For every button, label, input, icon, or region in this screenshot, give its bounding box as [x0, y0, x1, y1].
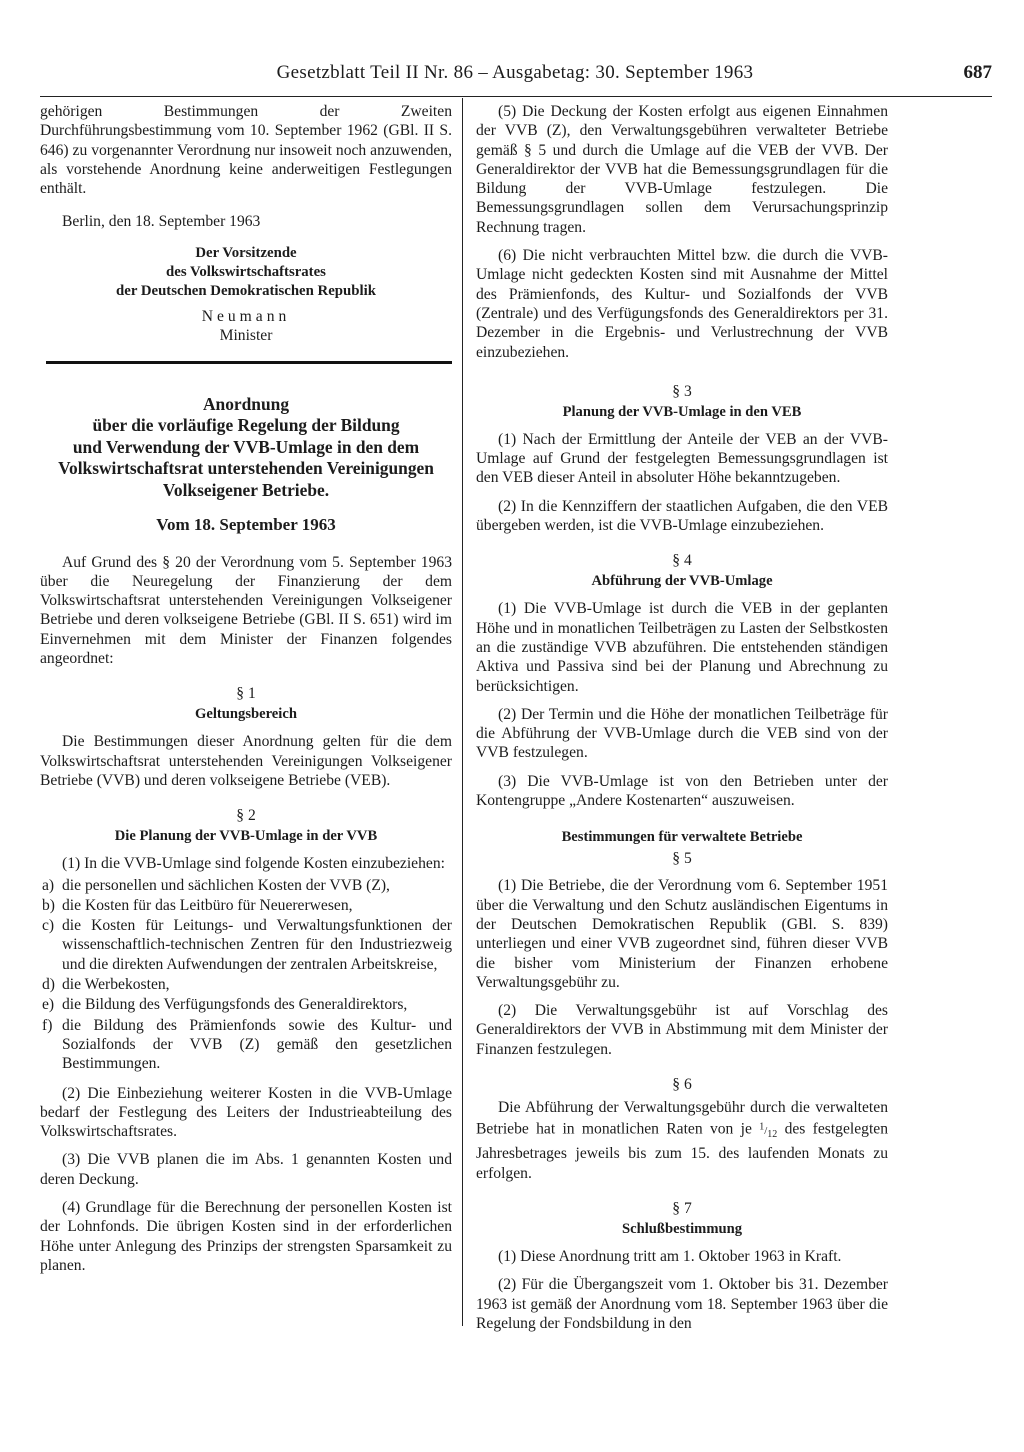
cost-list: [40, 876, 452, 1074]
list-item: [40, 896, 452, 915]
list-item-text: die Kosten für Leitungs- und Verwaltungsfunktionen der wissenschaftlich-technischen Zentren für den Industriezweig und die direkten Aufwendungen der zentralen Arbeitskreise,: [62, 917, 452, 973]
signatory-name: Neumann: [201, 307, 291, 325]
place-date: Berlin, den 18. September 1963: [62, 213, 261, 231]
section-3-para-1: (1) Nach der Ermittlung der Anteile der VEB an der VVB-Umlage auf Grund der festgelegten Bemessungsgrundlagen ist den VEB dieser Anteil in absoluter Höhe bekanntzugeben.: [476, 430, 888, 487]
list-item-label: a): [42, 876, 55, 894]
ordinance-title-line2: über die vorläufige Regelung der Bildung: [92, 415, 400, 436]
section-2-para-4: (4) Grundlage für die Berechnung der personellen Kosten ist der Lohnfonds. Die übrigen Kosten sind in der erforderlichen Höhe unter Anlegung des Prinzips der strengsten Sparsamkeit zu planen.: [40, 1199, 452, 1274]
section-1-title: Geltungsbereich: [195, 706, 297, 723]
ordinance-title: [40, 394, 452, 502]
list-item-label: e): [42, 996, 55, 1014]
left-column: [40, 102, 452, 1284]
intro-continuation: gehörigen Bestimmungen der Zweiten Durchführungsbestimmung vom 10. September 1962 (GBl. II S. 646) zu vorgenannter Verordnung nur insoweit noch anzuwenden, als vorstehende Anordnung keine anderweitigen Festlegungen enthält.: [40, 103, 452, 198]
right-column: [476, 102, 888, 1342]
list-item: [40, 916, 452, 974]
preamble: Auf Grund des § 20 der Verordnung vom 5. September 1963 über die Neuregelung der Finanzierung der dem Volkswirtschaftsrat unterstehenden Vereinigungen Volkseigener Betriebe und deren volkseigene Betriebe (GBl. II S. 651) wird im Einvernehmen mit dem Minister der Finanzen folgendes angeordnet:: [40, 553, 452, 668]
signatory-line2: des Volkswirtschaftsrates: [166, 263, 326, 280]
section-3-number: § 3: [672, 382, 692, 400]
section-7-number: § 7: [672, 1200, 692, 1218]
page-header: [40, 62, 992, 97]
gazette-title: Gesetzblatt Teil II Nr. 86 – Ausgabetag: 30. September 1963: [276, 62, 754, 83]
list-item: [40, 1016, 452, 1074]
section-2-para-1: (1) In die VVB-Umlage sind folgende Kosten einzubeziehen:: [62, 855, 445, 873]
section-2-para-3: (3) Die VVB planen die im Abs. 1 genannten Kosten und deren Deckung.: [40, 1151, 452, 1188]
section-4-para-1: (1) Die VVB-Umlage ist durch die VEB in der geplanten Höhe und in monatlichen Teilbeträgen zu Lasten der Selbstkosten an die zuständige VVB abzuführen. Die entstehenden ständigen Aktiva und Passiva sind bei der Planung und Abrechnung zu berücksichtigen.: [476, 600, 888, 695]
section-6-text-before: Die Abführung der Verwaltungsgebühr durch die verwalteten Betriebe hat in monatlichen Raten von je: [476, 1098, 888, 1138]
section-rule: [46, 361, 452, 364]
ordinance-title-line5: Volkseigener Betriebe.: [162, 479, 330, 500]
signatory-block: [40, 244, 452, 301]
section-2-title: Die Planung der VVB-Umlage in der VVB: [114, 828, 378, 845]
section-6-text-after: des festgelegten Jahresbetrages jeweils bis zum 15. des laufenden Monats zu erfolgen.: [476, 1120, 888, 1182]
section-1-number: § 1: [236, 685, 256, 703]
section-7-para-1: (1) Diese Anordnung tritt am 1. Oktober 1963 in Kraft.: [498, 1248, 842, 1266]
list-item-label: b): [42, 896, 55, 914]
signatory-role: Minister: [219, 326, 273, 344]
list-item-label: f): [42, 1016, 53, 1034]
list-item: [40, 995, 452, 1014]
page-number: 687: [963, 62, 992, 83]
fraction-denominator: 12: [767, 1129, 778, 1141]
section-2-number: § 2: [236, 807, 256, 825]
section-3-title: Planung der VVB-Umlage in den VEB: [562, 403, 802, 420]
ordinance-title-line4: Volkswirtschaftsrat unterstehenden Vereinigungen: [58, 458, 434, 479]
list-item: [40, 876, 452, 895]
fraction-numerator: 1: [759, 1121, 765, 1133]
list-item-text: die personellen und sächlichen Kosten der VVB (Z),: [62, 876, 390, 894]
list-item: [40, 975, 452, 994]
section-1-text: Die Bestimmungen dieser Anordnung gelten für die dem Volkswirtschaftsrat unterstehenden Vereinigungen Volkseigener Betriebe (VVB) und deren volkseigene Betriebe (VEB).: [40, 733, 452, 789]
ordinance-title-line3: und Verwendung der VVB-Umlage in den dem: [72, 436, 420, 457]
section-5-para-2: (2) Die Verwaltungsgebühr ist auf Vorschlag des Generaldirektors der VVB in Abstimmung mit dem Minister der Finanzen festzulegen.: [476, 1002, 888, 1058]
section-2-para-6: (6) Die nicht verbrauchten Mittel bzw. die durch die VVB-Umlage nicht gedeckten Kosten sind mit Ausnahme der Mittel des Prämienfonds, des Kultur- und Sozialfonds der VVB (Zentrale) und des Verfügungsfonds des Generaldirektors per 31. Dezember in die Ergebnis- und Verlustrechnung der VVB einzubeziehen.: [476, 247, 888, 361]
signatory-line1: Der Vorsitzende: [195, 244, 297, 261]
fraction-one-twelfth: 1/12: [759, 1121, 778, 1141]
list-item-text: die Bildung des Verfügungsfonds des Generaldirektors,: [62, 996, 408, 1014]
section-3-para-2: (2) In die Kennziffern der staatlichen Aufgaben, die den VEB übergeben werden, ist die VVB-Umlage einzubeziehen.: [476, 497, 888, 535]
section-7-title: Schlußbestimmung: [621, 1221, 743, 1238]
list-item-text: die Kosten für das Leitbüro für Neuererwesen,: [62, 896, 353, 914]
section-4-para-2: (2) Der Termin und die Höhe der monatlichen Teilbeträge für die Abführung der VVB-Umlage durch die VEB sind von der VVB festzulegen.: [476, 705, 888, 762]
ordinance-date: Vom 18. September 1963: [156, 515, 336, 535]
section-6-number: § 6: [672, 1075, 692, 1093]
section-5-number: § 5: [672, 850, 692, 868]
section-5-heading: Bestimmungen für verwaltete Betriebe: [561, 829, 803, 846]
section-6-text: [476, 1098, 888, 1183]
section-2-para-2: (2) Die Einbeziehung weiterer Kosten in die VVB-Umlage bedarf der Festlegung des Leiters der Industrieabteilung des Volkswirtschaftsrates.: [40, 1084, 452, 1141]
signatory-line3: der Deutschen Demokratischen Republik: [116, 282, 376, 299]
column-divider: [462, 98, 463, 1326]
ordinance-title-line1: Anordnung: [202, 393, 290, 414]
section-4-title: Abführung der VVB-Umlage: [591, 573, 773, 590]
section-7-para-2: (2) Für die Übergangszeit vom 1. Oktober bis 31. Dezember 1963 ist gemäß der Anordnung vom 18. September 1963 über die Regelung der Fondsbildung in den: [476, 1276, 888, 1332]
list-item-text: die Bildung des Prämienfonds sowie des Kultur- und Sozialfonds der VVB (Z) gemäß den gesetzlichen Bestimmungen.: [62, 1016, 452, 1073]
section-4-para-3: (3) Die VVB-Umlage ist von den Betrieben unter der Kontengruppe „Andere Kostenarten“ auszuweisen.: [476, 772, 888, 810]
list-item-label: c): [42, 917, 55, 935]
section-2-para-5: (5) Die Deckung der Kosten erfolgt aus eigenen Einnahmen der VVB (Z), den Verwaltungsgebühren verwalteter Betriebe gemäß § 5 und durch die Umlage auf die VEB der VVB. Der Generaldirektor der VVB hat die Bemessungsgrundlagen für die Bildung der VVB-Umlage festzulegen. Die Bemessungsgrundlagen sollen dem Verursachungsprinzip Rechnung tragen.: [476, 103, 888, 236]
section-4-number: § 4: [672, 552, 692, 570]
section-5-para-1: (1) Die Betriebe, die der Verordnung vom 6. September 1951 über die Verwaltung und den Schutz ausländischen Eigentums in der Deutschen Demokratischen Republik (GBl. S. 839) unterliegen und einer VVB zugeordnet sind, führen dieser VVB die bisher vom Ministerium der Finanzen erhobene Verwaltungsgebühr zu.: [476, 877, 888, 991]
list-item-text: die Werbekosten,: [62, 976, 170, 994]
list-item-label: d): [42, 976, 55, 994]
